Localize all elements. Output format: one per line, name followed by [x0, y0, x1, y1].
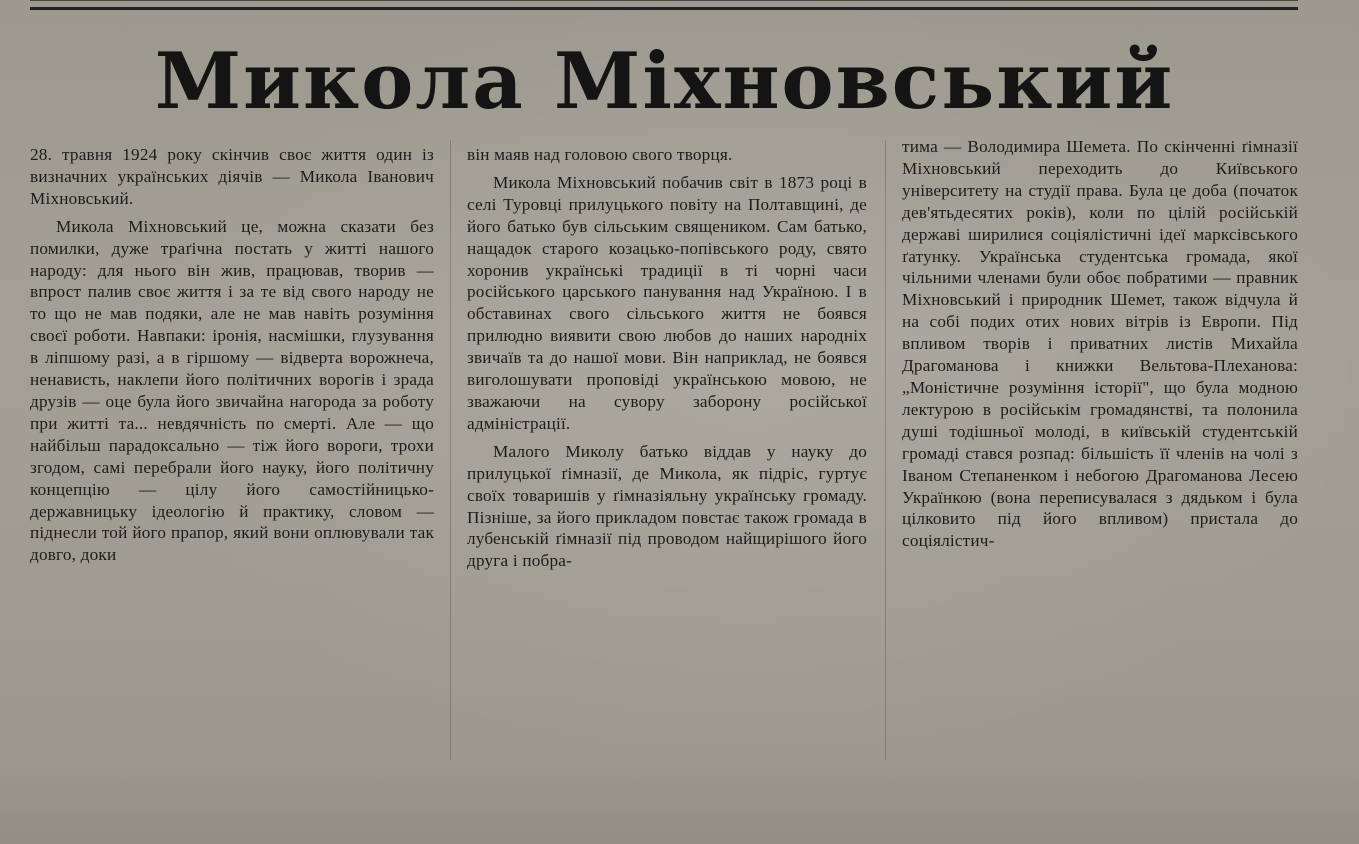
article-column-1 — [30, 144, 434, 566]
top-rule — [30, 0, 1298, 10]
article-column-2 — [467, 144, 867, 572]
column-divider — [885, 140, 886, 760]
scan-shadow — [0, 754, 1359, 844]
paragraph: він маяв над головою свого творця. — [467, 145, 733, 164]
article-title: Микола Міхновський — [154, 36, 1175, 127]
article-column-3 — [902, 136, 1298, 552]
paragraph: тима — Володимира Шемета. По скінченні ґімназії Міхновський переходить до Київського університету на студії права. Була це доба (початок дев'ятьдесятих років), коли по цілій російській державі ширилися соціялістичні ідеї марксівського ґатунку. Українська студентська громада, якої чільними членами були обоє побратими — правник Міхновський і природник Шемет, також відчула й на собі подих отих нових вітрів із Европи. Під впливом творів і приватних листів Михайла Драгоманова і книжки Вельтова-Плеханова: „Моністичне розуміння історії", що була модною лектурою в російськім громадянстві, та полонила душі тодішньої молоді, в київській студентській громаді стався розпад: більшість її членів на чолі з Іваном Степаненком і небогою Драгоманова Лесею Українкою (вона переписувалася з дядьком і була цілковито під його впливом) пристала до соціялістич- — [902, 137, 1298, 551]
column-divider — [450, 140, 451, 760]
paragraph: Микола Міхновський це, можна сказати без помилки, дуже траґічна постать у житті нашого народу: для нього він жив, працював, творив — впрост палив своє життя і за те від свого народу не то що не мав подяки, але не мав навіть розуміння своєї роботи. Навпаки: іронія, насмішки, глузування в ліпшому разі, а в гіршому — відверта ворожнеча, ненависть, наклепи його політичних ворогів і зрада друзів — оце була його звичайна нагорода за роботу при житті та... невдячність по смерті. Але — що найбільш парадоксально — тіж його вороги, трохи згодом, самі перебрали його науку, його політичну концепцію — цілу його самостійницько-державницьку ідеологію й практику, словом — піднесли той його прапор, який вони оплювували так довго, доки — [30, 216, 434, 565]
paragraph: 28. травня 1924 року скінчив своє життя один із визначних українських діячів — Микола Іванович Міхновський. — [30, 145, 434, 208]
paragraph: Микола Міхновський побачив світ в 1873 році в селі Туровці прилуцького повіту на Полтавщині, де його батько був сільським священиком. Сам батько, нащадок старого козацько-попівського роду, свято хоронив українські традиції в ті чорні часи російського царського панування над Україною. І в обставинах свого сільського життя не боявся прилюдно виявити свою любов до наших народніх звичаїв та до нашої мови. Він наприклад, не боявся виголошувати проповіді українською мовою, не зважаючи на сувору заборону російської адміністрації. — [467, 172, 867, 433]
paragraph: Малого Миколу батько віддав у науку до прилуцької ґімназії, де Микола, як підріс, гуртує своїх товаришів у ґімназіяльну українську громаду. Пізніше, за його прикладом повстає також громада в лубенській ґімназії під проводом найщирішого його друга і побра- — [467, 441, 867, 571]
